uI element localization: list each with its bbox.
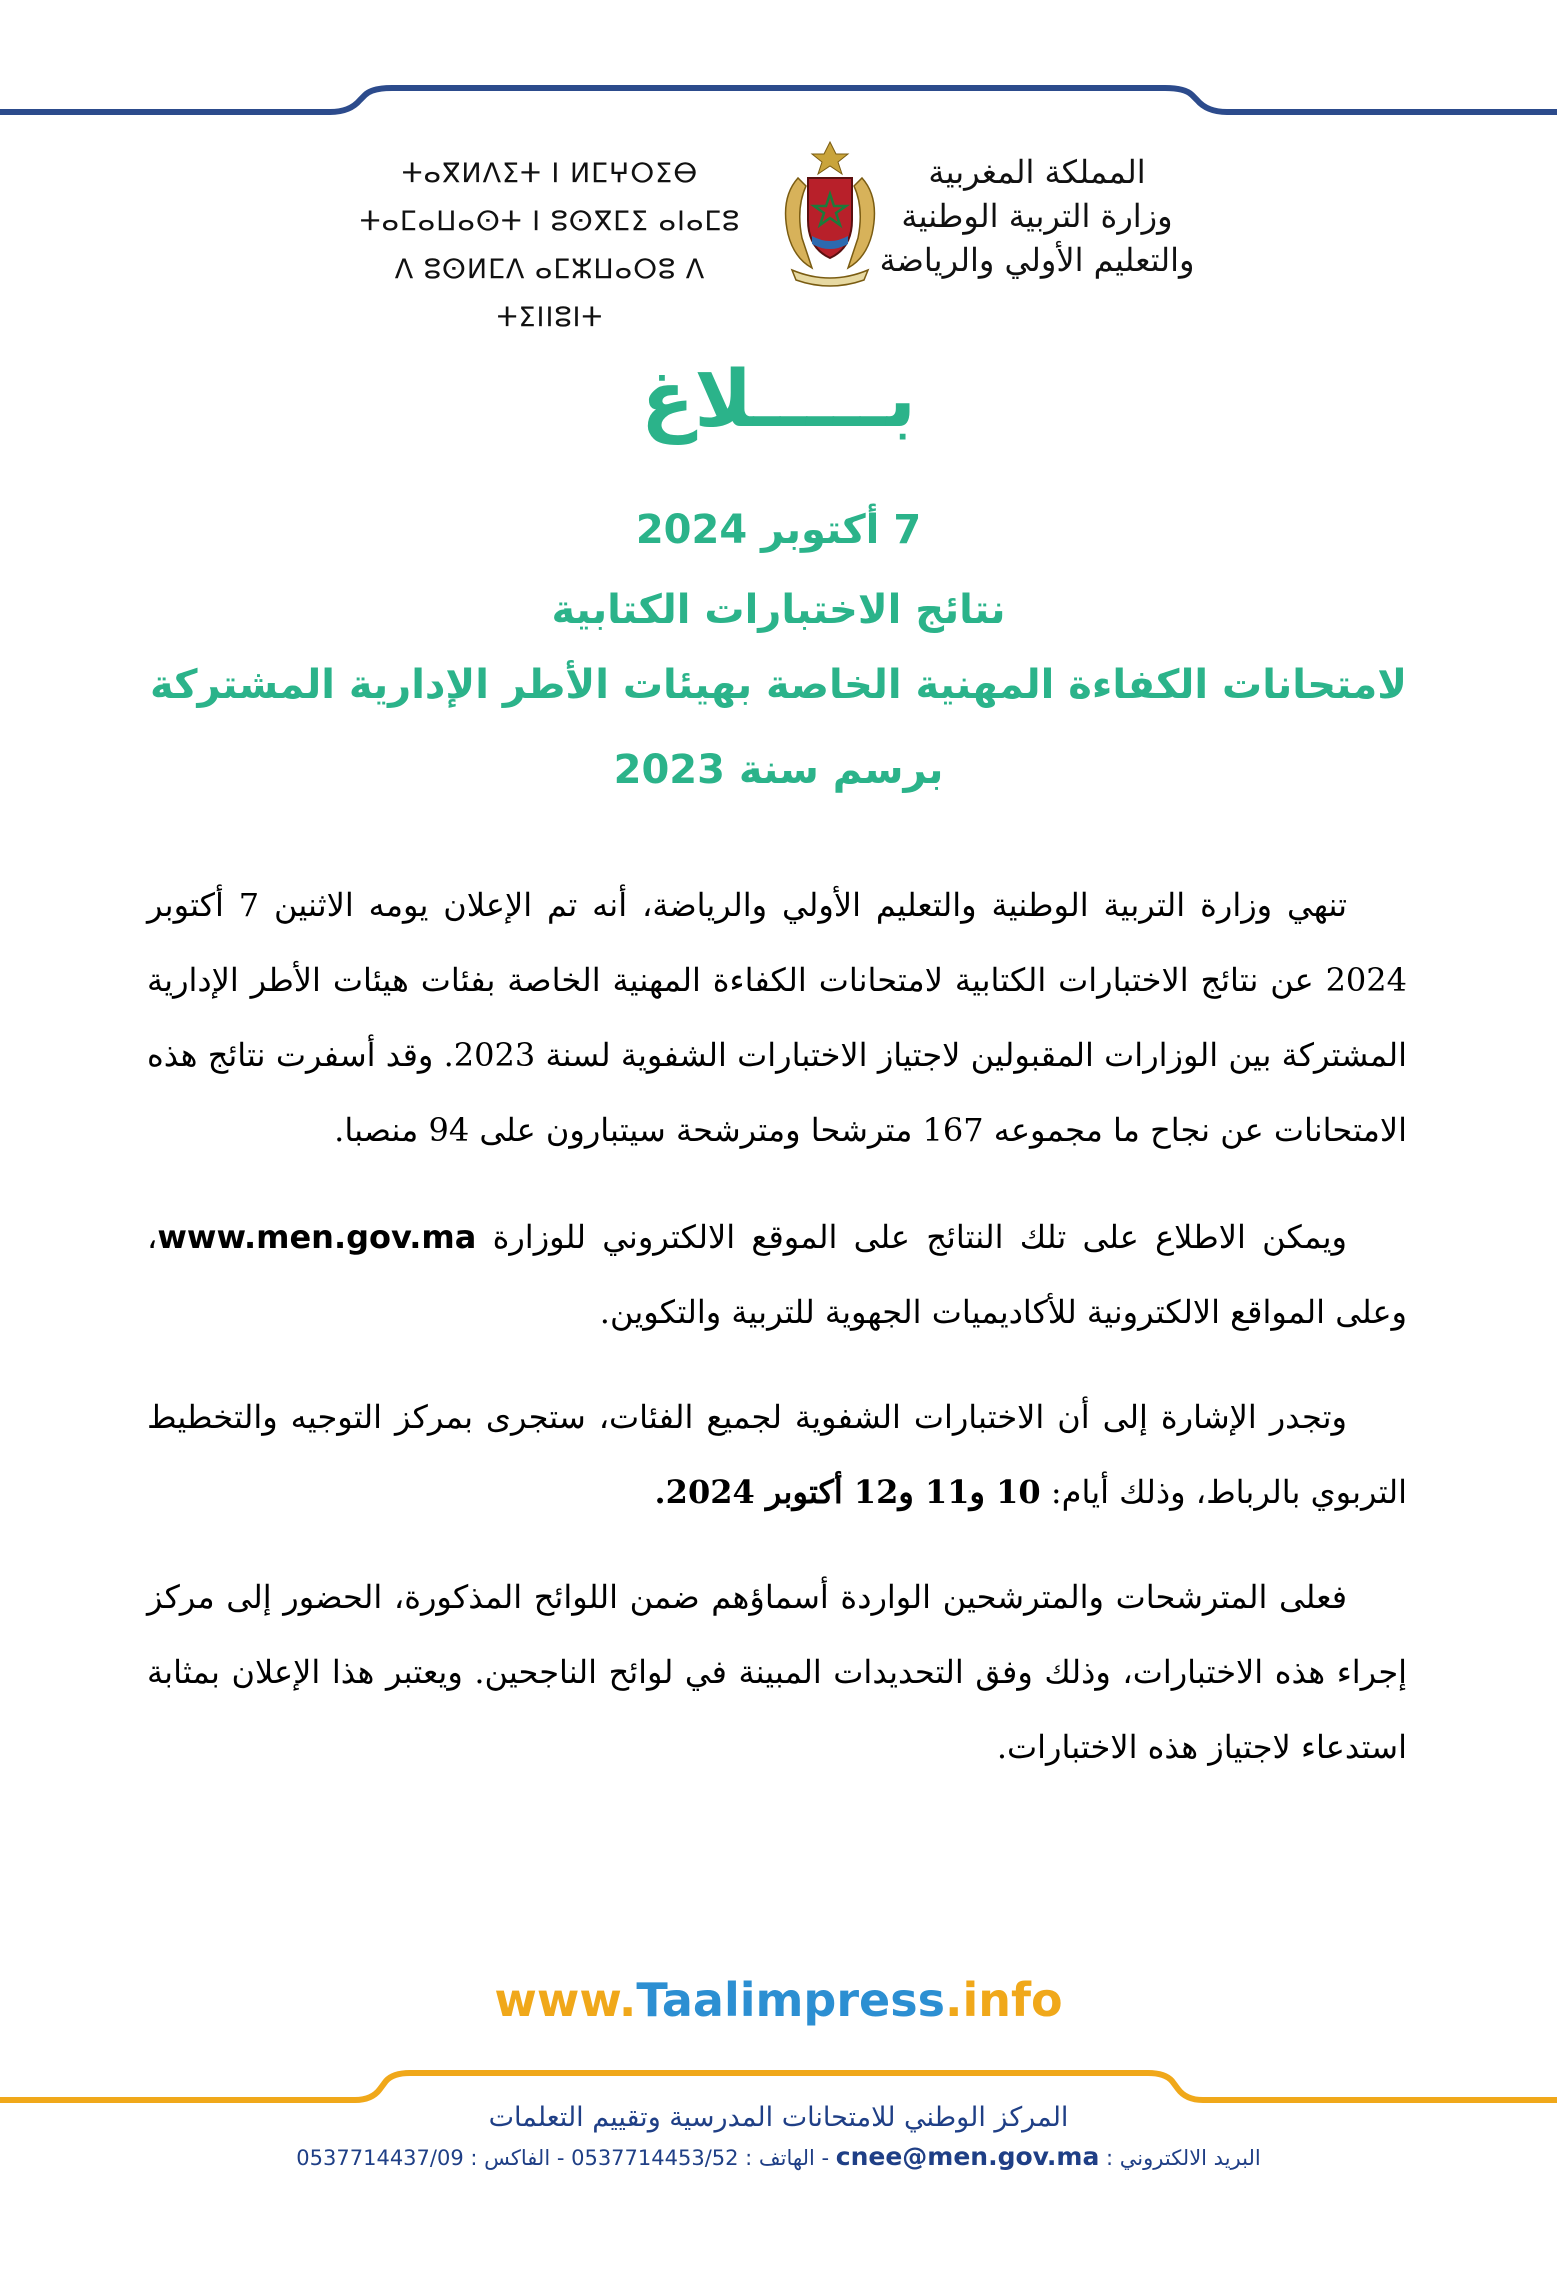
contact-info — [0, 2140, 1557, 2175]
tifinagh-line-2: ⵜⴰⵎⴰⵡⴰⵙⵜ ⵏ ⵓⵙⴳⵎⵉ ⴰⵏⴰⵎⵓ — [359, 206, 741, 237]
subject-line-2: لامتحانات الكفاءة المهنية الخاصة بهيئات الأطر الإدارية المشتركة — [149, 662, 1408, 708]
watermark-website — [0, 1970, 1557, 2030]
phone-fax: - الهاتف : 0537714453/52 - الفاكس : 0537714437/09 — [296, 2146, 830, 2170]
announcement-date: 7 أكتوبر 2024 — [635, 507, 922, 553]
paragraph-results: تنهي وزارة التربية الوطنية والتعليم الأولي والرياضة، أنه تم الإعلان يومه الاثنين 7 أكتوبر 2024 عن نتائج الاختبارات الكتابية لامتحانات الكفاءة المهنية الخاصة بفئات هيئات الأطر الإدارية المشتركة بين الوزارات المقبولين لاجتياز الاختبارات الشفوية لسنة 2023. وقد أسفرت نتائج هذه الامتحانات عن نجاح ما مجموعه 167 مترشحا ومترشحة سيتبارون على 94 منصبا. — [147, 886, 1408, 1149]
paragraph-website-text-1: ويمكن الاطلاع على تلك النتائج على الموقع الالكتروني للوزارة — [476, 1218, 1348, 1256]
tifinagh-line-3: ⴷ ⵓⵙⵍⵎⴷ ⴰⵎⵣⵡⴰⵔⵓ ⴷ ⵜⵉⵏⵏⵓⵏⵜ — [394, 254, 706, 333]
website-part-3: .info — [945, 1973, 1063, 2027]
website-part-1: www. — [494, 1973, 637, 2027]
paragraph-website-text-2: ، وعلى المواقع الالكترونية للأكاديميات الجهوية للتربية والتكوين. — [147, 1218, 1407, 1331]
email-label: البريد الالكتروني : — [1106, 2146, 1261, 2170]
ministry-line-1: المملكة المغربية — [928, 153, 1146, 191]
paragraph-oral-text: وتجدر الإشارة إلى أن الاختبارات الشفوية لجميع الفئات، ستجرى بمركز التوجيه والتخطيط التربوي بالرباط، وذلك أيام: — [147, 1398, 1407, 1511]
header-divider — [0, 0, 1557, 140]
website-part-2: Taalimpress — [636, 1973, 945, 2027]
contact-email[interactable]: cnee@men.gov.ma — [835, 2142, 1100, 2171]
oral-exam-dates: 10 و11 و12 أكتوبر 2024. — [654, 1473, 1041, 1511]
ministry-website-link[interactable]: www.men.gov.ma — [157, 1218, 477, 1256]
ministry-name-arabic — [857, 150, 1217, 282]
ministry-line-2: وزارة التربية الوطنية — [901, 197, 1173, 235]
announcement-title: بـــــلاغ — [640, 355, 917, 445]
ministry-name-tifinagh — [350, 150, 750, 342]
paragraph-convocation: فعلى المترشحات والمترشحين الواردة أسماؤهم ضمن اللوائح المذكورة، الحضور إلى مركز إجراء هذه الاختبارات، وذلك وفق التحديدات المبينة في لوائح الناجحين. ويعتبر هذا الإعلان بمثابة استدعاء لاجتياز هذه الاختبارات. — [147, 1578, 1407, 1766]
exam-center-name: المركز الوطني للامتحانات المدرسية وتقييم التعلمات — [488, 2102, 1069, 2133]
paragraph-website — [147, 1200, 1407, 1350]
subject-line-1: نتائج الاختبارات الكتابية — [551, 587, 1006, 633]
ministry-line-3: والتعليم الأولي والرياضة — [879, 241, 1195, 279]
royal-coat-of-arms-icon — [770, 138, 890, 288]
paragraph-oral-exams — [147, 1380, 1407, 1530]
tifinagh-line-1: ⵜⴰⴳⵍⴷⵉⵜ ⵏ ⵍⵎⵖⵔⵉⴱ — [401, 158, 699, 189]
subject-line-3: برسم سنة 2023 — [613, 747, 944, 793]
